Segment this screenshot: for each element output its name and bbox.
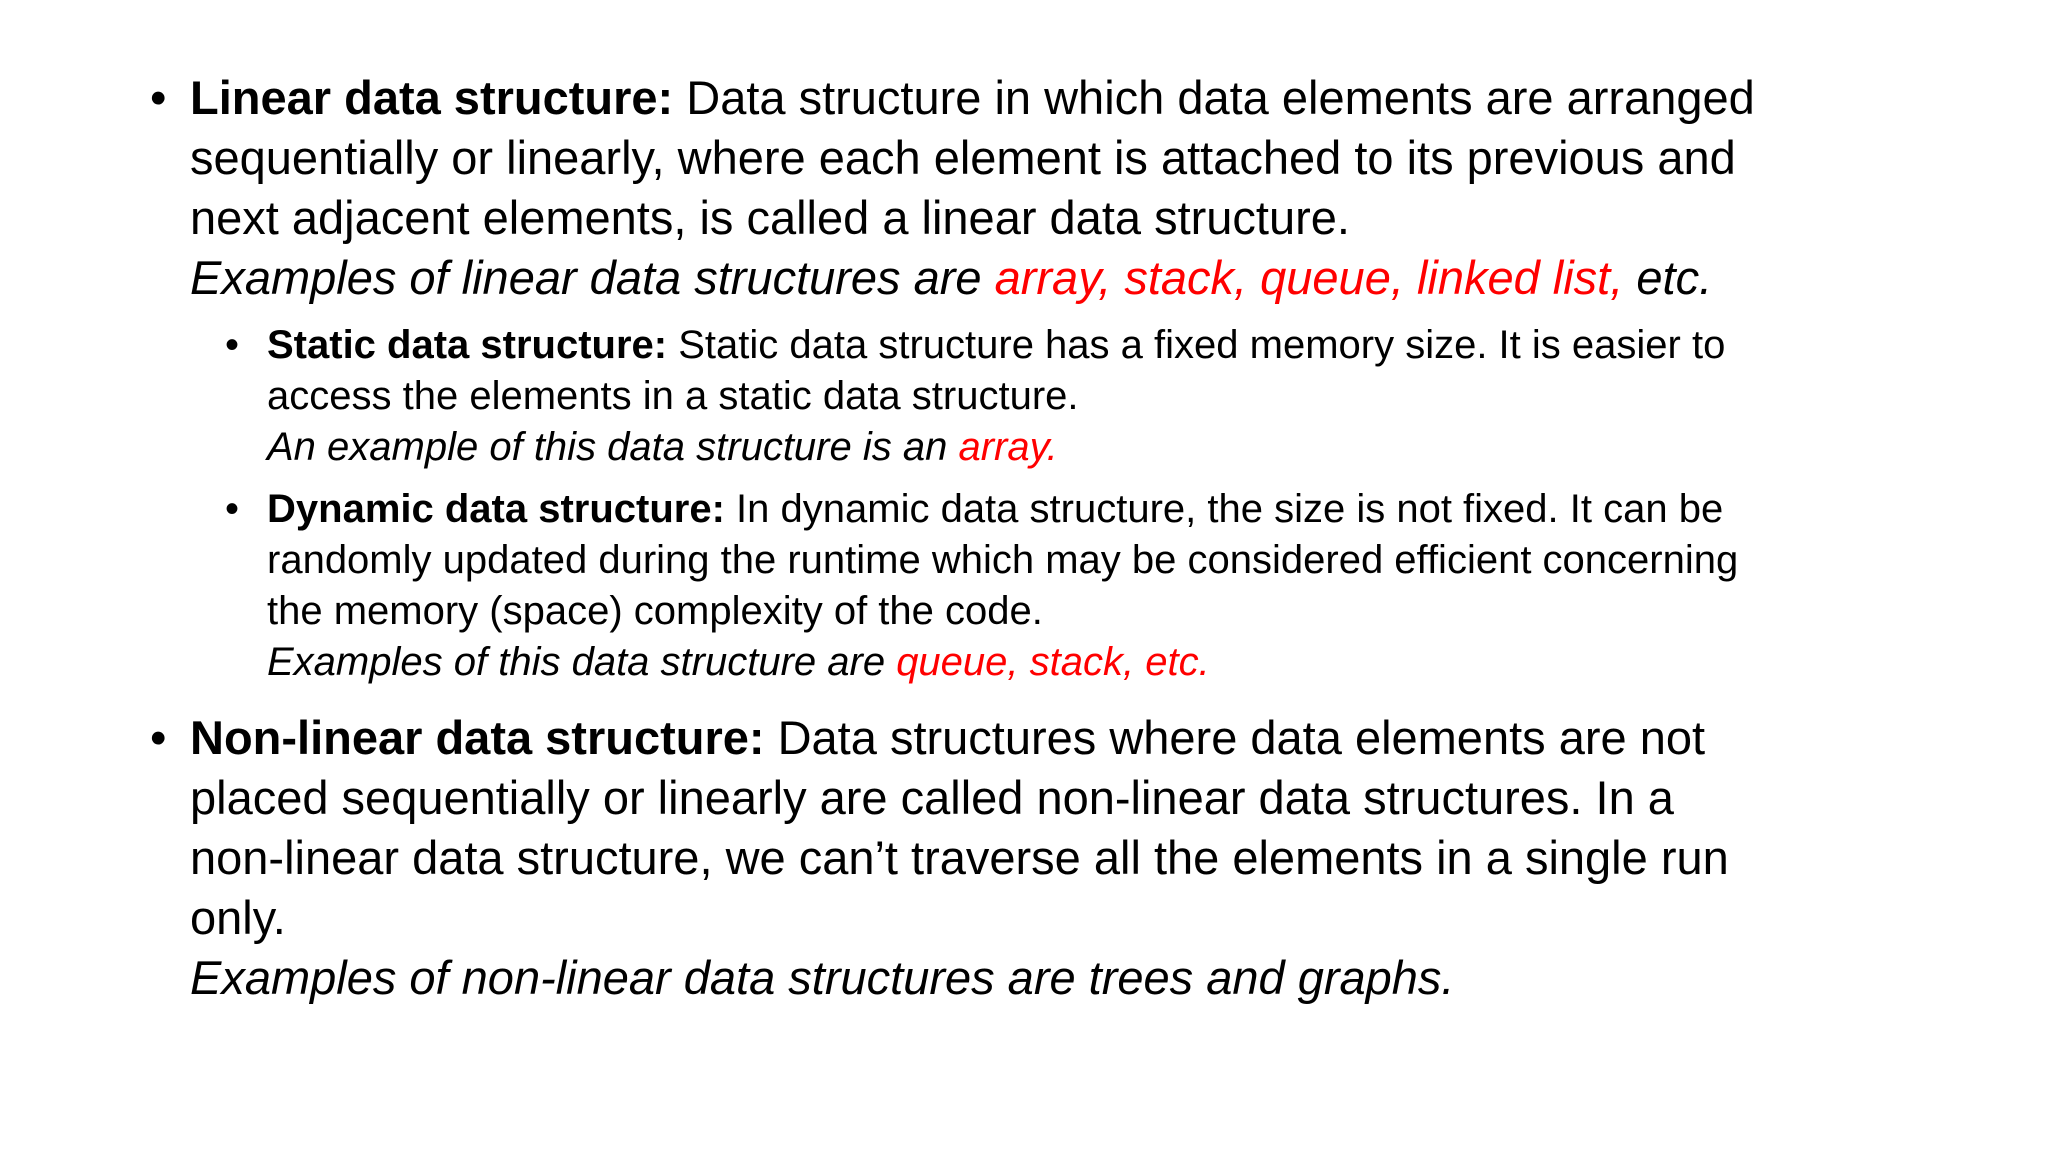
example-line: Examples of non-linear data structures are trees and graphs. xyxy=(190,951,1455,1004)
example-prefix: Examples of this data structure are xyxy=(267,640,897,684)
definition-text: Data structure in which data elements are arranged xyxy=(673,71,1755,124)
term-non-linear: Non-linear data structure: xyxy=(190,711,765,764)
line-2: randomly updated during the runtime which may be considered efficient concerning xyxy=(267,538,1739,582)
definition-text: Data structures where data elements are not xyxy=(764,711,1706,764)
example-line xyxy=(267,422,1907,473)
bullet-body xyxy=(267,320,1907,473)
example-line xyxy=(190,248,1910,308)
bullet-body xyxy=(190,68,1910,308)
term-static: Static data structure: xyxy=(267,323,668,367)
line-1 xyxy=(267,320,1907,371)
example-items: queue, stack, etc. xyxy=(896,640,1210,684)
example-line xyxy=(267,637,1907,688)
line-1 xyxy=(267,484,1907,535)
bullet-dot: • xyxy=(225,487,240,531)
bullet-body xyxy=(267,484,1907,688)
bullet-dot: • xyxy=(150,711,167,764)
term-dynamic: Dynamic data structure: xyxy=(267,487,725,531)
line-1 xyxy=(190,68,1910,128)
example-suffix: etc. xyxy=(1623,251,1713,304)
example-prefix: An example of this data structure is an xyxy=(267,425,959,469)
line-2: placed sequentially or linearly are called non-linear data structures. In a xyxy=(190,771,1674,824)
bullet-body xyxy=(190,708,1910,1008)
line-2: access the elements in a static data structure. xyxy=(267,374,1079,418)
line-3: non-linear data structure, we can’t traverse all the elements in a single run xyxy=(190,831,1729,884)
line-2: sequentially or linearly, where each element is attached to its previous and xyxy=(190,131,1736,184)
example-items: array, stack, queue, linked list, xyxy=(994,251,1624,304)
bullet-dot: • xyxy=(225,323,240,367)
line-1 xyxy=(190,708,1910,768)
definition-text: Static data structure has a fixed memory size. It is easier to xyxy=(667,323,1726,367)
definition-text: In dynamic data structure, the size is not fixed. It can be xyxy=(724,487,1724,531)
example-prefix: Examples of linear data structures are xyxy=(190,251,995,304)
line-3: next adjacent elements, is called a linear data structure. xyxy=(190,191,1350,244)
example-items: array. xyxy=(958,425,1058,469)
term-linear: Linear data structure: xyxy=(190,71,674,124)
line-3: the memory (space) complexity of the code. xyxy=(267,589,1043,633)
line-4: only. xyxy=(190,891,286,944)
bullet-dot: • xyxy=(150,71,167,124)
